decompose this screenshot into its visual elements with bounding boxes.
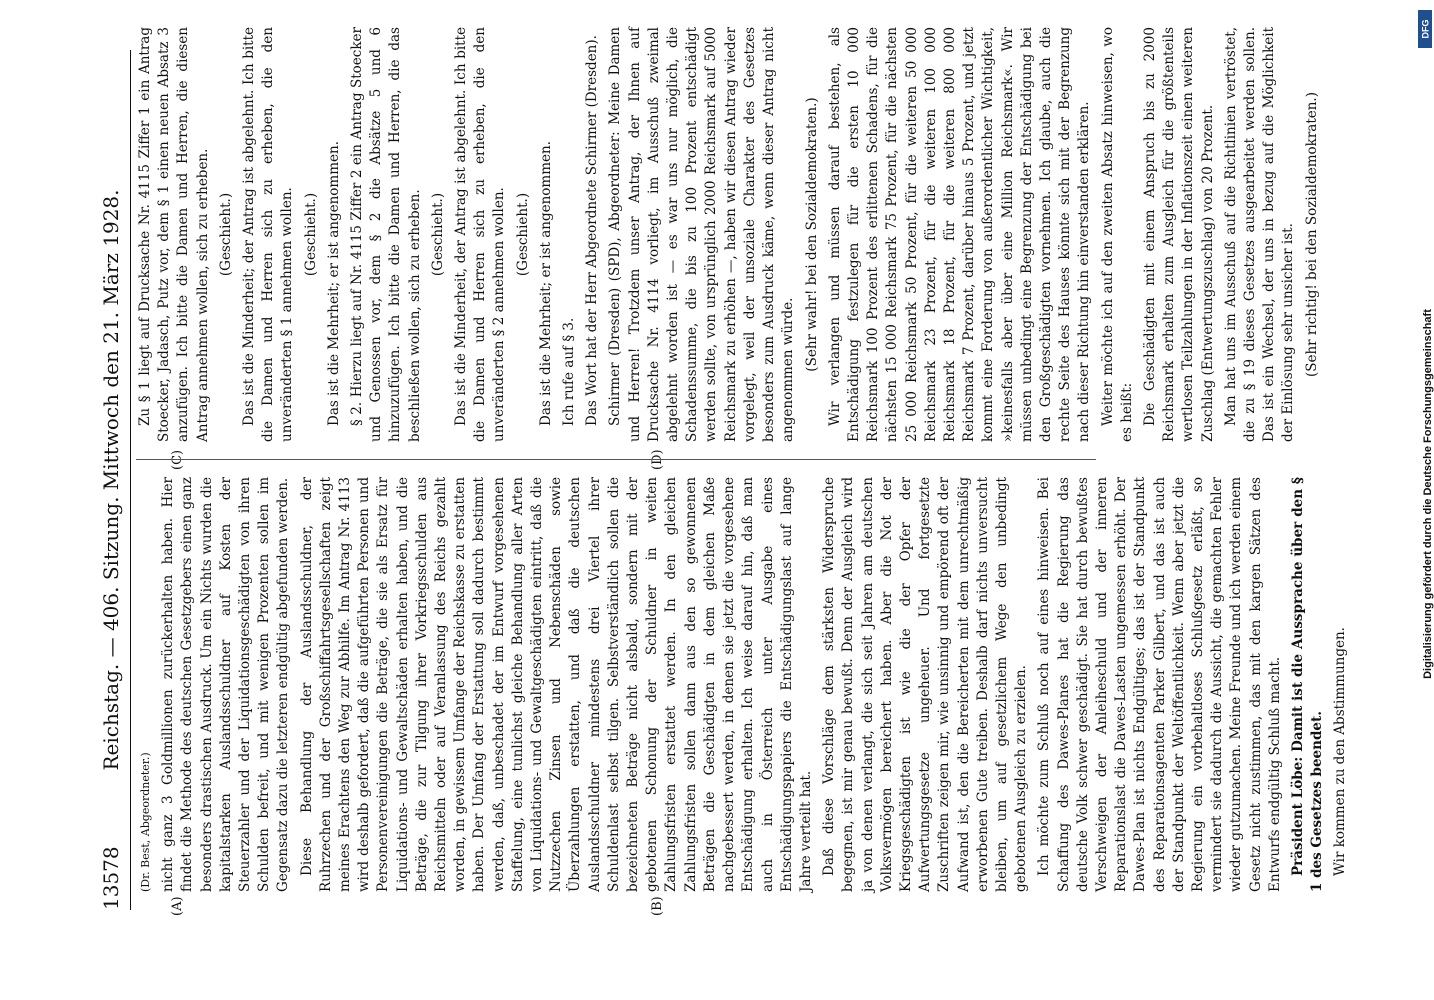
rotated-page (90, 10, 1349, 950)
margin-marker-c: (C) (170, 449, 185, 470)
paragraph: Das ist die Mehrheit; er ist angenommen. (537, 141, 554, 426)
procedural-note: (Geschieht.) (429, 192, 446, 277)
margin-marker-a: (A) (170, 896, 185, 916)
paragraph: Ich rufe auf § 3. (561, 317, 578, 426)
paragraph: Daß diese Vorschläge dem stärksten Widerspruche begegnen, ist mir genau bewußt. Denn der Ausgleich wird ja von denen verlangt, die sich seit Jahren am deutschen Volksvermögen bereichert haben. Aber die Not der Kriegsgeschädigten ist wie die der Opfer der Aufwertungsgesetze ungeheuer. Und fortgesetzte Zuschriften zeigen mir, wie unsinnig und empörend oft der Aufwand ist, den die Bereicherten mit dem unrechtmäßig erworbenen Gute treiben. Deshalb darf nichts unversucht bleiben, um auf gesetzlichem Wege den unbedingt gebotenen Ausgleich zu erzielen. (821, 477, 1030, 892)
paragraph: Das ist die Minderheit; der Antrag ist abgelehnt. Ich bitte die Damen und Herren sich zu erheben, die den unveränderten § 1 annehmen wollen. (241, 27, 296, 442)
president-statement: Präsident Löbe: Damit ist die Aussprache über den § 1 des Gesetzes beendet. (1289, 477, 1326, 892)
paragraph: Wir verlangen und müssen darauf bestehen, als Entschädigung festzulegen für die ersten 10 000 Reichsmark 100 Prozent des erlittenen Schadens, für die nächsten 15 000 Reichsmark 75 Prozent, für die nächsten 25 000 Reichsmark 50 Prozent, für die weiteren 50 000 Reichsmark 23 Prozent, für die weiteren 100 000 Reichsmark 18 Prozent, für die weiteren 800 000 Reichsmark 7 Prozent, darüber hinaus 5 Prozent, und jetzt kommt eine Forderung von außerordentlicher Wichtigkeit, »keinesfalls aber über eine Million Reichsmark«. Wir müssen unbedingt eine Begrenzung der Entschädigung bei den Großgeschädigten vornehmen. Ich glaube, auch die rechte Seite des Hauses könnte sich mit der Begrenzung nach dieser Richtung hin einverstanden erklären. (826, 27, 1093, 442)
procedural-note: (Geschieht.) (302, 192, 319, 277)
paragraph: Ich möchte zum Schluß noch auf eines hinweisen. Bei Schaffung des Dawes-Planes hat die Regierung das deutsche Volk schwer geschädigt. Sie hat durch bewußtes Verschweigen der Anleiheschuld und der inneren Reparationslast die Dawes-Lasten ungemessen erhöht. Der Dawes-Plan ist nichts Endgültiges; das ist der Standpunkt des Reparationsagenten Parker Gilbert, und das ist auch der Standpunkt der Weltöffentlichkeit. Wenn aber jetzt die Regierung ein vorbehaltloses Schlußgesetz erläßt, so vermindert sie dadurch die Aussicht, die gemachten Fehler wieder gutzumachen. Meine Freunde und ich werden einem Gesetz nicht zustimmen, das mit den kargen Sätzen des Entwurfs endgültig Schluß macht. (1036, 477, 1283, 892)
digitization-credit (1418, 14, 1434, 974)
margin-marker-d: (D) (650, 449, 665, 470)
quoted-paragraph: Die Geschädigten mit einem Anspruch bis zu 2000 Reichsmark erhalten zum Ausgleich für die größtenteils wertlosen Teilzahlungen in der Inflationszeit einen weiteren Zuschlag (Entwertungszuschlag) von 20 Prozent. (1141, 27, 1216, 442)
column-divider (136, 459, 1096, 460)
digitization-credit-text: Digitalisierung gefördert durch die Deutsche Forschungsgemeinschaft (1422, 309, 1434, 679)
procedural-note: (Geschieht.) (217, 192, 234, 277)
paragraph: Diese Behandlung der Auslandsschuldner, der Ruhrzechen und der Großschiffahrtsgesellschaften zeigt meines Erachtens den Weg zur Abhilfe. Im Antrag Nr. 4113 wird deshalb gefordert, daß die aufgeführten Personen und Personenvereinigungen die Beträge, die sie als Ersatz für Liquidations- und Gewaltschäden erhalten haben, und die Beträge, die zur Tilgung ihrer Vorkriegsschulden aus Reichsmitteln oder auf Veranlassung des Reichs gezahlt worden, in gewissem Umfange der Reichskasse zu erstatten haben. Der Umfang der Erstattung soll dadurch bestimmt werden, daß, unbeschadet der im Entwurf vorgesehenen Staffelung, eine tunlichst gleiche Behandlung aller Arten von Liquidations- und Gewaltgeschädigten eintritt, daß die Nutzzechen Zinsen und Nebenschäden sowie Überzahlungen erstatten, und daß die deutschen Auslandsschuldner mindestens drei Viertel ihrer Schuldenlast selbst tilgen. Selbstverständlich sollen die bezeichneten Beträge nicht alsbald, sondern mit der gebotenen Schonung der Schuldner in weiten Zahlungsfristen erstattet werden. In den gleichen Zahlungsfristen sollen dann aus den so gewonnenen Beträgen die Geschädigten in dem gleichen Maße nachgebessert werden, in denen sie jetzt die vorgesehene Entschädigung erhalten. Ich weise darauf hin, daß man auch in Österreich unter Ausgabe eines Entschädigungspapiers die Entschädigungslast auf lange Jahre verteilt hat. (298, 477, 814, 892)
page-header (96, 50, 131, 910)
paragraph: Das ist die Mehrheit; er ist angenommen. (325, 141, 342, 426)
margin-marker-b: (B) (650, 896, 665, 916)
dfg-logo: DFG (1418, 10, 1432, 48)
page-number: 13578 (99, 846, 123, 910)
interjection: (Sehr richtig! bei den Sozialdemokraten.) (1303, 92, 1320, 378)
paragraph: Zu § 1 liegt auf Drucksache Nr. 4115 Ziffer 1 ein Antrag Stoecker, Jadasch, Putz vor, dem § 1 einen neuen Absatz 3 anzufügen. Ich bitte die Damen und Herren, die diesen Antrag annehmen wollen, sich zu erheben. (137, 27, 211, 442)
paragraph: Wir kommen zu den Abstimmungen. (1332, 627, 1349, 876)
paragraph: § 2. Hierzu liegt auf Nr. 4115 Ziffer 2 ein Antrag Stoecker und Genossen vor, dem § 2 die Absätze 5 und 6 hinzuzufügen. Ich bitte die Damen und Herren, die das beschließen wollen, sich zu erheben. (349, 27, 423, 442)
paragraph: Man hat uns im Ausschuß auf die Richtlinien vertröstet, die zu § 19 dieses Gesetzes ausgearbeitet werden sollen. Das ist ein Wechsel, der uns in bezug auf die Möglichkeit der Einlösung sehr unsicher ist. (1222, 27, 1297, 442)
procedural-note: (Geschieht.) (514, 192, 531, 277)
interjection: (Sehr wahr! bei den Sozialdemokraten.) (803, 97, 820, 372)
paragraph: Weiter möchte ich auf den zweiten Absatz hinweisen, wo es heißt: (1099, 27, 1135, 442)
right-column (136, 27, 1326, 442)
speaker-line: (Dr. Best, Abgeordneter.) (139, 752, 152, 892)
running-title: Reichstag. — 406. Sitzung. Mittwoch den 21. März 1928. (99, 189, 123, 771)
left-column (136, 477, 1355, 892)
paragraph: Das Wort hat der Herr Abgeordnete Schirmer (Dresden). (584, 35, 601, 426)
paragraph: nicht ganz 3 Goldmillionen zurückerhalten haben. Hier findet die Methode des deutschen Gesetzgebers einen ganz besonders drastischen Ausdruck. Um ein Nichts wurden die kapitalstarken Auslandsschuldner auf Kosten der Steuerzahler und der Liquidationsgeschädigten von ihren Schulden befreit, und mit wenigen Prozenten sollen im Gegensatz dazu die letzteren endgültig abgefunden werden. (160, 477, 292, 892)
speaker-paragraph: Schirmer (Dresden) (SPD), Abgeordneter: Meine Damen und Herren! Trotzdem unser Antrag, der Ihnen auf Drucksache Nr. 4114 vorliegt, im Ausschuß zweimal abgelehnt worden ist — es war uns nur möglich, die Schadenssumme, die bis zu 100 Prozent entschädigt werden sollte, von ursprünglich 2000 Reichsmark auf 5000 Reichsmark zu erhöhen —, haben wir diesen Antrag wieder vorgelegt, weil der unsoziale Charakter des Gesetzes besonders zum Ausdruck käme, wenn dieser Antrag nicht angenommen würde. (607, 27, 797, 442)
paragraph: Das ist die Minderheit, der Antrag ist abgelehnt. Ich bitte die Damen und Herren sich zu erheben, die den unveränderten § 2 annehmen wollen. (453, 27, 508, 442)
